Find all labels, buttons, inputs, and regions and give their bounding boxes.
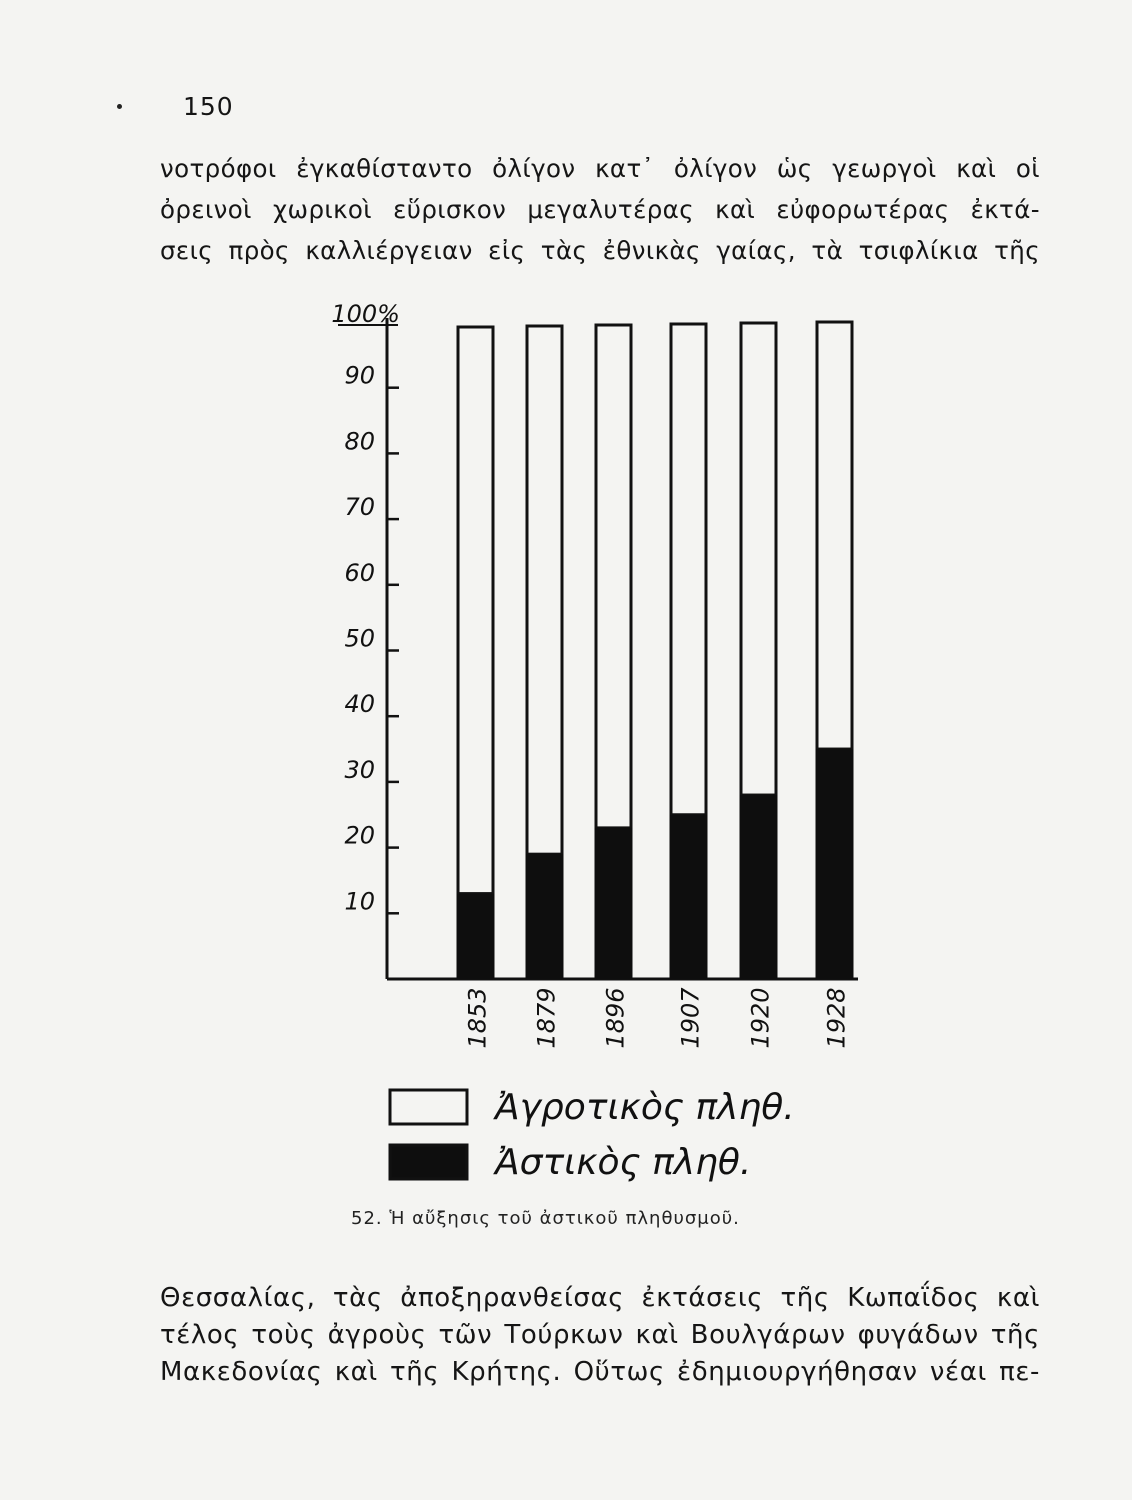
bar-rural-1920	[741, 323, 776, 795]
paragraph-line: ὀρεινοὶ χωρικοὶ εὕρισκον μεγαλυτέρας καὶ εὐφορωτέρας ἐκτά-	[160, 195, 1040, 224]
x-tick-label-1853: 1853	[463, 987, 492, 1049]
bar-urban-1907	[670, 815, 708, 979]
paragraph-line: νοτρόφοι ἐγκαθίσταντο ὀλίγον κατ᾽ ὀλίγον ὡς γεωργοὶ καὶ οἱ	[160, 154, 1040, 183]
paragraph-line: τέλος τοὺς ἀγροὺς τῶν Τούρκων καὶ Βουλγάρων φυγάδων τῆς	[160, 1320, 1040, 1350]
legend-label-urban: Ἀστικὸς πληθ.	[495, 1142, 752, 1183]
x-tick-label-1896: 1896	[601, 987, 630, 1049]
bar-rural-1879	[527, 326, 562, 854]
bar-urban-1853	[457, 894, 495, 979]
page-number: 150	[183, 92, 234, 121]
x-tick-label-1920: 1920	[746, 987, 775, 1049]
bar-urban-1896	[595, 828, 633, 979]
y-tick-label: 40	[344, 690, 375, 719]
x-tick-label-1928: 1928	[822, 987, 851, 1049]
y-tick-label: 10	[344, 887, 375, 916]
x-axis-labels	[464, 987, 851, 1049]
x-tick-label-1907: 1907	[676, 987, 705, 1049]
y-tick-label: 60	[344, 558, 375, 587]
paragraph-line: σεις πρὸς καλλιέργειαν εἰς τὰς ἐθνικὰς γαίας, τὰ τσιφλίκια τῆς	[160, 236, 1040, 265]
y-tick-label: 90	[344, 361, 375, 390]
bar-rural-1896	[596, 325, 631, 828]
paragraph-line: Μακεδονίας καὶ τῆς Κρήτης. Οὕτως ἐδημιουργήθησαν νέαι πε-	[160, 1357, 1040, 1387]
x-tick-label-1879: 1879	[532, 987, 561, 1049]
legend-swatch-urban	[390, 1145, 467, 1179]
bar-rural-1928	[817, 322, 852, 749]
bar-rural-1853	[458, 327, 493, 894]
figure-caption: 52. Ἡ αὔξησις τοῦ ἀστικοῦ πληθυσμοῦ.	[351, 1208, 740, 1229]
y-tick-label: 100%	[331, 300, 400, 328]
legend	[390, 1087, 795, 1183]
y-tick-label: 80	[344, 427, 375, 456]
bar-urban-1879	[526, 854, 564, 979]
legend-swatch-rural	[390, 1090, 467, 1124]
y-tick-label: 30	[344, 755, 375, 784]
legend-label-rural: Ἀγροτικὸς πληθ.	[495, 1087, 795, 1128]
bars	[457, 322, 854, 979]
y-tick-label: 50	[344, 624, 375, 653]
paragraph-line: Θεσσαλίας, τὰς ἀποξηρανθείσας ἐκτάσεις τῆς Κωπαΐδος καὶ	[160, 1283, 1040, 1313]
bar-urban-1920	[740, 795, 778, 979]
y-tick-label: 20	[344, 821, 375, 850]
y-tick-label: 70	[344, 493, 375, 522]
bar-urban-1928	[816, 749, 854, 979]
paragraph-bottom	[160, 1280, 1040, 1391]
bar-rural-1907	[671, 324, 706, 815]
